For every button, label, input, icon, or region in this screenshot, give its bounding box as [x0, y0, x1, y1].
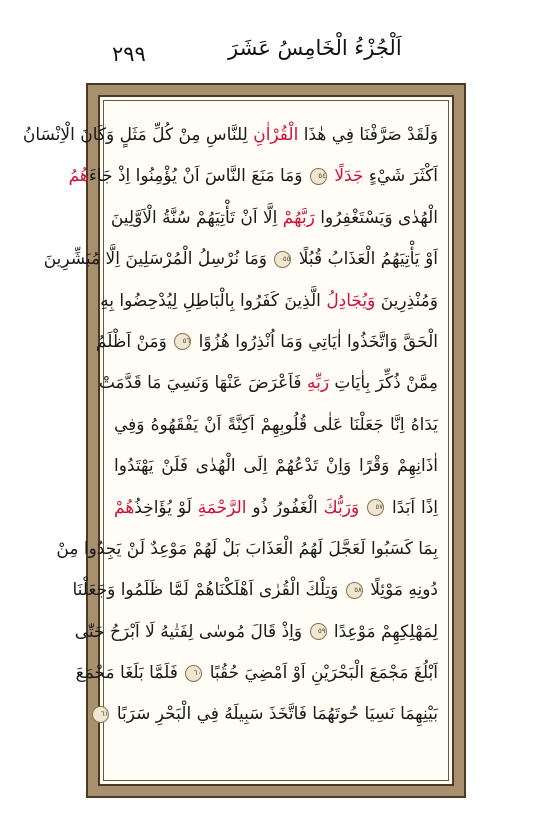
- verse-text: وَمَا مَنَعَ النَّاسَ اَنْ يُؤْمِنُوا اِذْ جَاءَ: [88, 166, 308, 187]
- text-line: [100, 694, 438, 735]
- ayah-number-marker: ٥٥: [274, 251, 291, 268]
- verse-text: الَّذِينَ كَفَرُوا بِالْبَاطِلِ لِيُدْحِضُوا بِهِ: [100, 290, 327, 311]
- verse-text: اَكْثَرَ شَيْءٍ: [363, 166, 438, 187]
- highlighted-word: الرَّحْمَةِ: [197, 497, 247, 518]
- verse-text: وَمَنْ اَظْلَمُ: [95, 331, 173, 352]
- verse-text: اِذًا اَبَدًا: [386, 497, 438, 518]
- verse-text: مِمَّنْ ذُكِّرَ بِاٰيَاتِ: [329, 373, 438, 394]
- text-line: [114, 488, 438, 529]
- verse-text: دُونِهِ مَوْئِلًا: [364, 580, 438, 601]
- verse-text: اٰذَانِهِمْ وَقْرًا وَاِنْ تَدْعُهُمْ اِلَى الْهُدٰى فَلَنْ يَهْتَدُوا: [114, 456, 438, 477]
- verse-text: الْغَفُورُ ذُو: [246, 497, 324, 518]
- verse-text: وَمَا نُرْسِلُ الْمُرْسَلِينَ اِلَّا مُبَشِّرِينَ: [43, 249, 273, 270]
- verse-text: لَوْ يُؤَاخِذُ: [134, 497, 198, 518]
- verse-text: بِمَا كَسَبُوا لَعَجَّلَ لَهُمُ الْعَذَابَ بَلْ لَهُمْ مَوْعِدٌ لَنْ يَجِدُوا مِنْ: [56, 538, 438, 559]
- text-line: [75, 653, 438, 694]
- text-line: [100, 281, 438, 322]
- text-line: [114, 405, 438, 446]
- highlighted-word: رَبِّهِ: [306, 373, 330, 394]
- highlighted-word: رَبَّهُمْ: [282, 207, 315, 228]
- verse-text: وَتِلْكَ الْقُرٰى اَهْلَكْنَاهُمْ لَمَّا ظَلَمُوا وَجَعَلْنَا: [72, 580, 344, 601]
- ayah-number-marker: ٦٠: [185, 665, 202, 682]
- highlighted-word: هُمْ: [114, 497, 135, 518]
- highlighted-word: هُمُ: [68, 166, 89, 187]
- juz-title: اَلْجُزْءُ الْخَامِسُ عَشَرَ: [228, 36, 402, 60]
- verse-text: لِمَهْلِكِهِمْ مَوْعِدًا: [328, 621, 438, 642]
- highlighted-word: جَدَلًا: [334, 166, 364, 187]
- text-line: [22, 115, 438, 156]
- highlighted-word: وَرَبُّكَ: [323, 497, 360, 518]
- verse-text: اَبْلُغَ مَجْمَعَ الْبَحْرَيْنِ اَوْ اَمْضِيَ حُقُبًا: [204, 663, 438, 684]
- text-line: [95, 322, 438, 363]
- verse-text: لِلنَّاسِ مِنْ كُلِّ مَثَلٍ وَكَانَ الْاِنْسَانُ: [22, 125, 254, 145]
- highlighted-word: الْقُرْاٰنِ: [253, 125, 299, 145]
- ayah-number-marker: ٦١: [92, 706, 109, 723]
- ayah-number-marker: ٥٨: [346, 582, 363, 599]
- verse-text: اِلَّا اَنْ تَأْتِيَهُمْ سُنَّةُ الْاَوَّلِينَ: [110, 207, 283, 228]
- verse-text: وَلَقَدْ صَرَّفْنَا فِي هٰذَا: [298, 125, 438, 145]
- page-number: ٢٩٩: [112, 42, 146, 66]
- verse-text: وَاِذْ قَالَ مُوسٰى لِفَتٰيهُ لَا اَبْرَحُ حَتّٰى: [74, 621, 308, 642]
- text-line: [43, 239, 438, 280]
- verse-text: فَلَمَّا بَلَغَا مَجْمَعَ: [75, 663, 184, 684]
- verse-text: فَاَعْرَضَ عَنْهَا وَنَسِيَ مَا قَدَّمَتْ: [98, 373, 307, 394]
- text-line: [110, 198, 438, 239]
- verse-text: اَوْ يَأْتِيَهُمُ الْعَذَابُ قُبُلًا: [293, 249, 438, 270]
- page-header: [0, 0, 550, 80]
- text-line: [72, 570, 438, 611]
- verse-text: الْهُدٰى وَيَسْتَغْفِرُوا: [314, 207, 438, 228]
- verse-lines: [22, 115, 438, 736]
- text-line: [56, 529, 438, 570]
- page-frame: [22, 83, 466, 798]
- verse-text: يَدَاهُ اِنَّا جَعَلْنَا عَلٰى قُلُوبِهِمْ اَكِنَّةً اَنْ يَفْقَهُوهُ وَفِي: [114, 414, 438, 435]
- verse-text: [359, 498, 365, 518]
- highlighted-word: وَيُجَادِلُ: [326, 290, 376, 311]
- ayah-number-marker: ٥٩: [310, 623, 327, 640]
- text-line: [98, 363, 438, 404]
- text-panel: [22, 95, 454, 786]
- verse-text: الْحَقَّ وَاتَّخَذُوا اٰيَاتِي وَمَا اُنْذِرُوا هُزُوًا: [193, 331, 438, 352]
- ayah-number-marker: ٥٦: [174, 333, 191, 350]
- verse-text: بَيْنِهِمَا نَسِيَا حُوتَهُمَا فَاتَّخَذَ سَبِيلَهُ فِي الْبَحْرِ سَرَبًا: [111, 704, 438, 725]
- text-line: [74, 612, 438, 653]
- verse-text: وَمُنْذِرِينَ: [375, 290, 438, 311]
- ayah-number-marker: ٥٤: [310, 168, 327, 185]
- text-line: [114, 446, 438, 487]
- ayah-number-marker: ٥٧: [367, 499, 384, 516]
- text-line: [68, 156, 438, 197]
